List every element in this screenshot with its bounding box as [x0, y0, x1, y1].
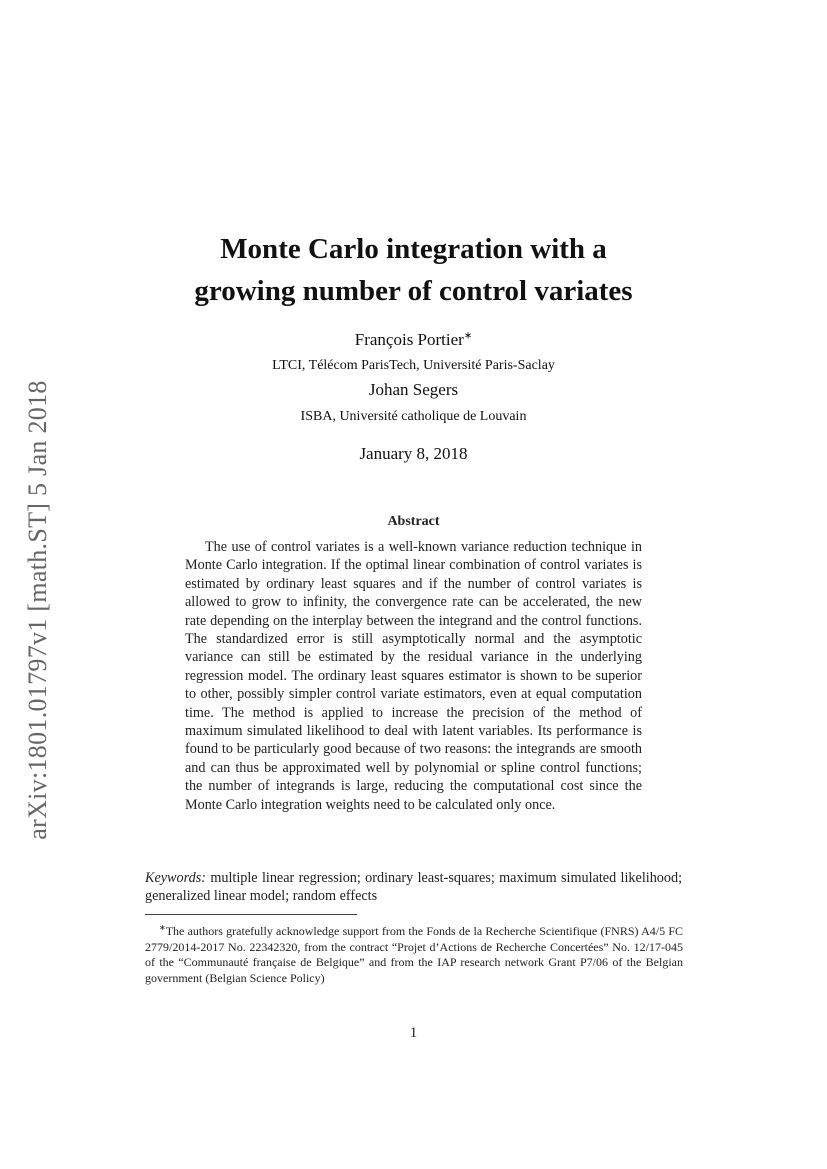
keywords-text: multiple linear regression; ordinary least-squares; maximum simulated likelihood; generalized linear model; random effects: [145, 870, 683, 905]
author-1-name: François Portier∗: [354, 330, 473, 349]
footnote-mark: ∗: [463, 330, 473, 342]
footnote-text: The authors gratefully acknowledge support from the Fonds de la Recherche Scientifique (FNRS) A4/5 FC 2779/2014-2017 No. 22342320, from the contract “Projet d’Actions de Recherche Concertées” No. 12/17-045 of the “Communauté française de Belgique” and from the IAP research network Grant P7/06 of the Belgian government (Belgian Science Policy): [145, 924, 683, 985]
abstract-text: The use of control variates is a well-known variance reduction technique in Monte Carlo integration. If the optimal linear combination of control variates is estimated by ordinary least squares and if the number of control variates is allowed to grow to infinity, the convergence rate can be accelerated, the new rate depending on the interplay between the integrand and the control functions. The standardized error is still asymptotically normal and the asymptotic variance can still be estimated by the residual variance in the underlying regression model. The ordinary least squares estimator is shown to be superior to other, possibly simpler control variate estimators, even at equal computation time. The method is applied to increase the precision of the method of maximum simulated likelihood to deal with latent variables. Its performance is found to be particularly good because of two reasons: the integrands are smooth and can thus be approximated well by polynomial or spline control functions; the number of integrands is large, reducing the computational cost since the Monte Carlo integration weights need to be calculated only once.: [185, 539, 642, 813]
author-2-affiliation: ISBA, Université catholique de Louvain: [300, 409, 527, 424]
keywords: [145, 869, 682, 906]
arxiv-side-stamp: [8, 360, 68, 860]
footnote-symbol: ∗: [159, 923, 166, 932]
arxiv-identifier: arXiv:1801.01797v1 [math.ST] 5 Jan 2018: [23, 380, 52, 840]
paper-date: January 8, 2018: [359, 444, 468, 463]
footnote: [145, 920, 683, 986]
title-line-1: Monte Carlo integration with a: [220, 233, 607, 265]
footnote-rule: [145, 914, 357, 915]
keywords-label: Keywords:: [145, 870, 206, 886]
author-1-affiliation: LTCI, Télécom ParisTech, Université Paris-Saclay: [272, 358, 555, 373]
author-2-name: Johan Segers: [368, 380, 459, 399]
page-number: 1: [409, 1025, 418, 1041]
abstract-heading: Abstract: [387, 514, 440, 529]
paper-title: [100, 228, 727, 312]
title-line-2: growing number of control variates: [194, 275, 633, 307]
